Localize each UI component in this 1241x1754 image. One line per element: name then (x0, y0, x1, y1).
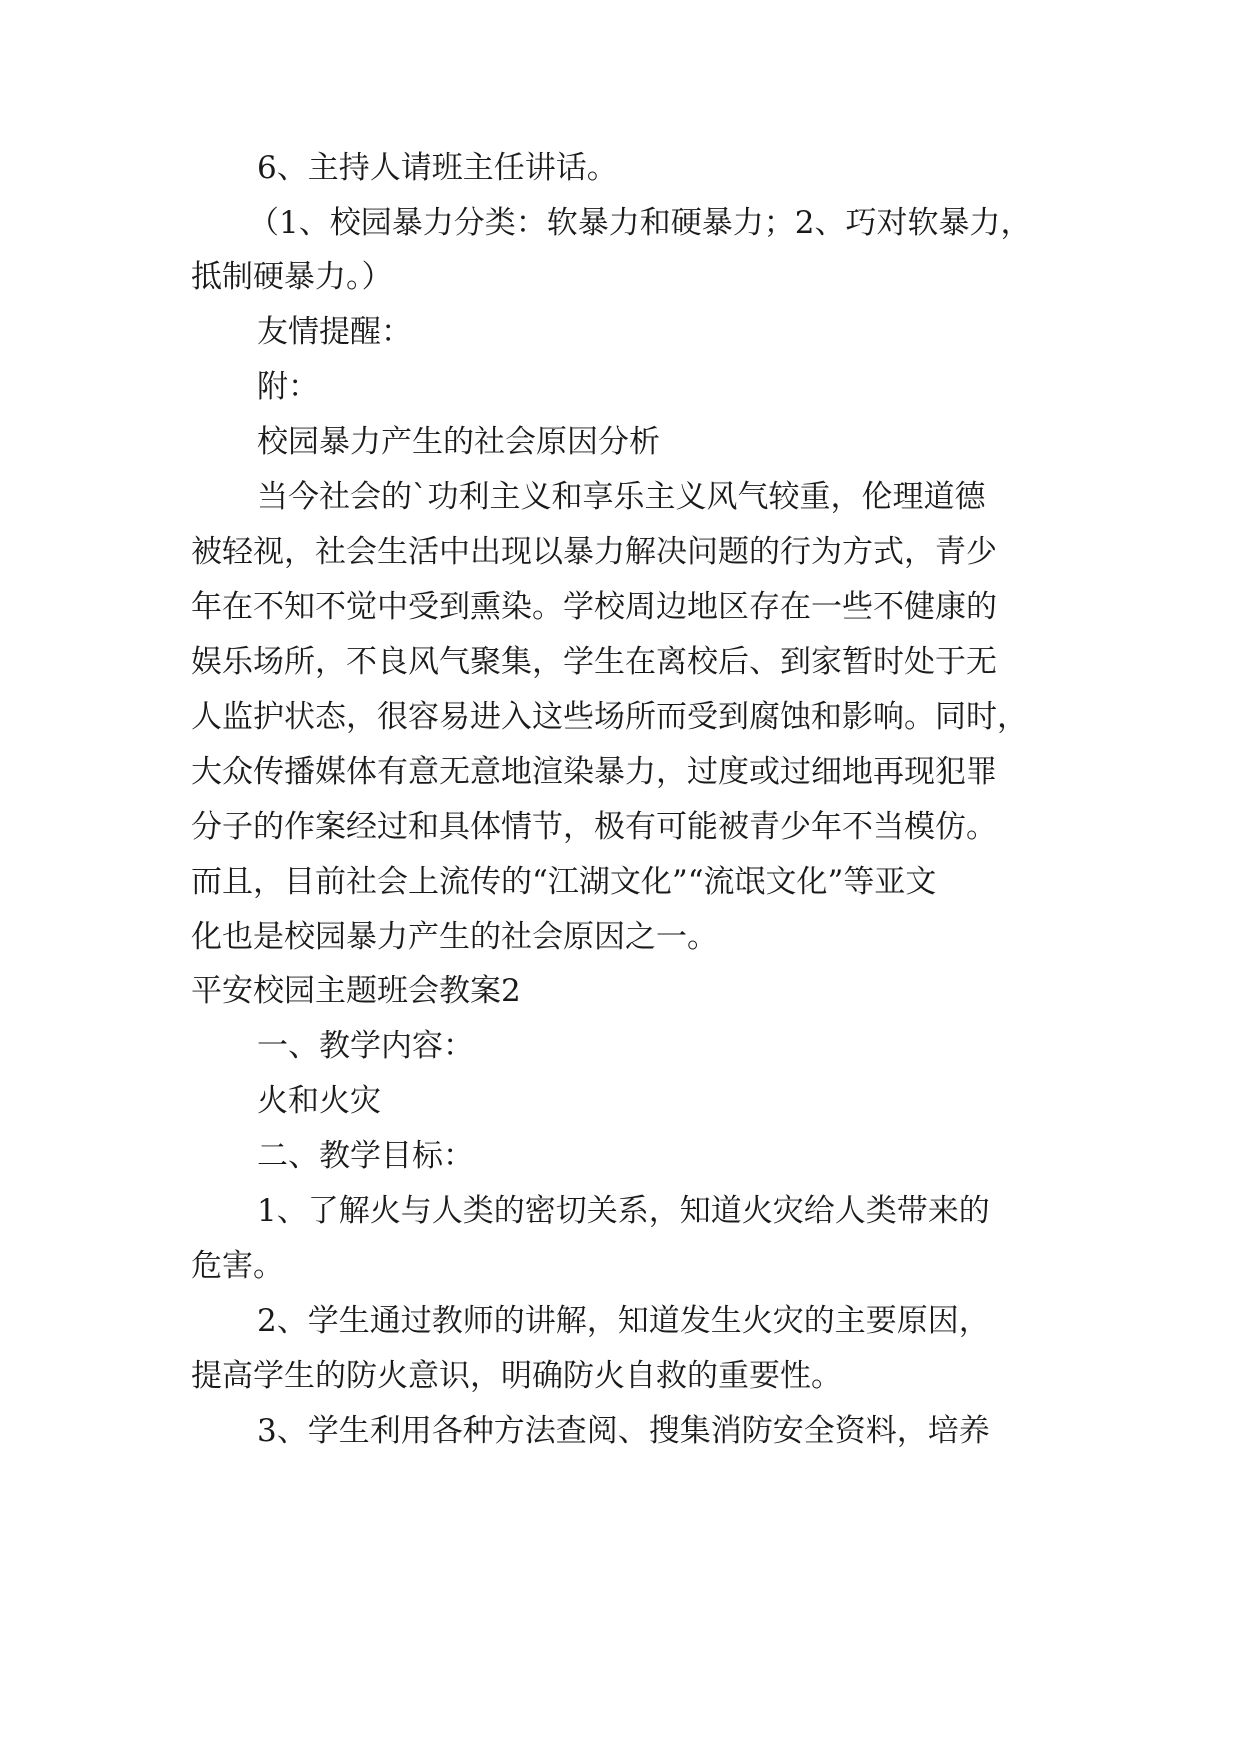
text-line: 危害。 (191, 1248, 284, 1284)
text-line: 6、主持人请班主任讲话。 (257, 150, 618, 186)
section-heading: 校园暴力产生的社会原因分析 (257, 424, 660, 460)
text-line: 抵制硬暴力。） (191, 259, 393, 295)
document-title: 平安校园主题班会教案2 (191, 973, 521, 1009)
text-line: 而且，目前社会上流传的“江湖文化”“流氓文化”等亚文 (191, 864, 937, 900)
text-line: 附： (257, 369, 319, 405)
text-line: 被轻视，社会生活中出现以暴力解决问题的行为方式，青少 (191, 534, 997, 570)
text-line: 3、学生利用各种方法查阅、搜集消防安全资料，培养 (257, 1413, 990, 1449)
text-line: 2、学生通过教师的讲解，知道发生火灾的主要原因， (257, 1303, 990, 1339)
text-line: 提高学生的防火意识，明确防火自救的重要性。 (191, 1358, 842, 1394)
text-line: 娱乐场所，不良风气聚集，学生在离校后、到家暂时处于无 (191, 644, 997, 680)
text-line: 化也是校园暴力产生的社会原因之一。 (191, 919, 718, 955)
text-line: （1、校园暴力分类：软暴力和硬暴力；2、巧对软暴力， (248, 205, 1032, 241)
text-line: 大众传播媒体有意无意地渲染暴力，过度或过细地再现犯罪 (191, 754, 997, 790)
text-line: 友情提醒： (257, 314, 412, 350)
text-line: 1、了解火与人类的密切关系，知道火灾给人类带来的 (257, 1193, 990, 1229)
text-line: 火和火灾 (257, 1083, 381, 1119)
text-line: 当今社会的`功利主义和享乐主义风气较重，伦理道德 (257, 479, 986, 515)
text-line: 一、教学内容： (257, 1028, 474, 1064)
text-line: 分子的作案经过和具体情节，极有可能被青少年不当模仿。 (191, 809, 997, 845)
text-line: 年在不知不觉中受到熏染。学校周边地区存在一些不健康的 (191, 589, 997, 625)
text-line: 二、教学目标： (257, 1138, 474, 1174)
text-line: 人监护状态，很容易进入这些场所而受到腐蚀和影响。同时， (191, 699, 1028, 735)
